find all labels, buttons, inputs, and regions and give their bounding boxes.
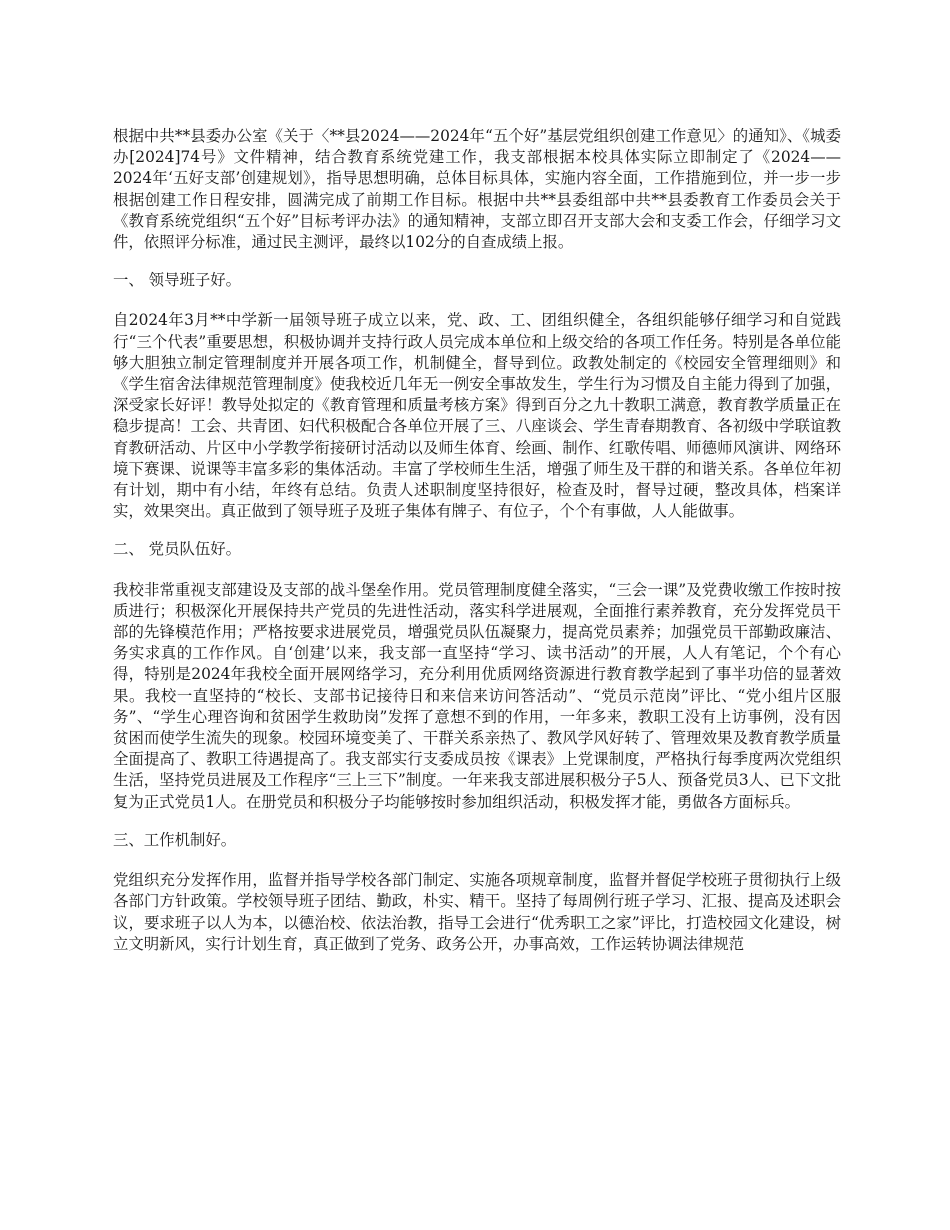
section-heading-work-mechanism: 三、工作机制好。 [113,830,237,849]
section-body-leadership: 自2024年3月**中学新一届领导班子成立以来，党、政、工、团组织健全，各组织能够仔细学习和自觉践行“三个代表”重要思想，积极协调并支持行政人员完成本单位和上级交给的各项工作任务。特别是各单位能够大胆独立制定管理制度并开展各项工作，机制健全，督导到位。政教处制定的《校园安全管理细则》和《学生宿舍法律规范管理制度》使我校近几年无一例安全事故发生，学生行为习惯及自主能力得到了加强，深受家长好评！教导处拟定的《教育管理和质量考核方案》得到百分之九十教职工满意，教育教学质量正在稳步提高！工会、共青团、妇代积极配合各单位开展了三、八座谈会、学生青春期教育、各初级中学联谊教育教研活动、片区中小学教学衔接研讨活动以及师生体育、绘画、制作、红歌传唱、师德师风演讲、网络环境下赛课、说课等丰富多彩的集体活动。丰富了学校师生生活，增强了师生及干群的和谐关系。各单位年初有计划，期中有小结，年终有总结。负责人述职制度坚持很好，检查及时，督导过硬，整改具体，档案详实，效果突出。真正做到了领导班子及班子集体有牌子、有位子，个个有事做，人人能做事。 [113,311,841,521]
document-page [113,126,841,972]
section-body-party-members: 我校非常重视支部建设及支部的战斗堡垒作用。党员管理制度健全落实，“三会一课”及党费收缴工作按时按质进行；积极深化开展保持共产党员的先进性活动，落实科学进展观，全面推行素养教育，充分发挥党员干部的先锋模范作用；严格按要求进展党员，增强党员队伍凝聚力，提高党员素养；加强党员干部勤政廉洁、务实求真的工作作风。自‘创建’以来，我支部一直坚持“学习、读书活动”的开展，人人有笔记，个个有心得，特别是2024年我校全面开展网络学习，充分利用优质网络资源进行教育教学起到了事半功倍的显著效果。我校一直坚持的“校长、支部书记接待日和来信来访问答活动”、“党员示范岗”评比、“党小组片区服务”、“学生心理咨询和贫困学生救助岗”发挥了意想不到的作用，一年多来，教职工没有上访事例，没有因贫困而使学生流失的现象。校园环境变美了、干群关系亲热了、教风学风好转了、管理效果及教育教学质量全面提高了、教职工待遇提高了。我支部实行支委成员按《课表》上党课制度，严格执行每季度两次党组织生活，坚持党员进展及工作程序“三上三下”制度。一年来我支部进展积极分子5人、预备党员3人、已下文批复为正式党员1人。在册党员和积极分子均能够按时参加组织活动，积极发挥才能，勇做各方面标兵。 [113,580,841,811]
section-heading-leadership: 一、 领导班子好。 [113,271,242,290]
section-body-work-mechanism: 党组织充分发挥作用，监督并指导学校各部门制定、实施各项规章制度，监督并督促学校班子贯彻执行上级各部门方针政策。学校领导班子团结、勤政，朴实、精干。坚持了每周例行班子学习、汇报、提高及述职会议，要求班子以人为本，以德治校、依法治教，指导工会进行“优秀职工之家”评比，打造校园文化建设，树立文明新风，实行计划生育，真正做到了党务、政务公开，办事高效，工作运转协调法律规范 [113,871,841,953]
intro-paragraph: 根据中共**县委办公室《关于〈**县2024——2024年“五个好”基层党组织创建工作意见〉的通知》、《城委办[2024]74号》文件精神，结合教育系统党建工作，我支部根据本校具体实际立即制定了《2024——2024年‘五好支部’创建规划》，指导思想明确，总体目标具体，实施内容全面，工作措施到位，并一步一步根据创建工作日程安排，圆满完成了前期工作目标。根据中共**县委组部中共**县委教育工作委员会关于《教育系统党组织“五个好”目标考评办法》的通知精神，支部立即召开支部大会和支委工作会，仔细学习文件，依照评分标准，通过民主测评，最终以102分的自查成绩上报。 [113,127,841,252]
section-heading-party-members: 二、 党员队伍好。 [113,540,242,559]
